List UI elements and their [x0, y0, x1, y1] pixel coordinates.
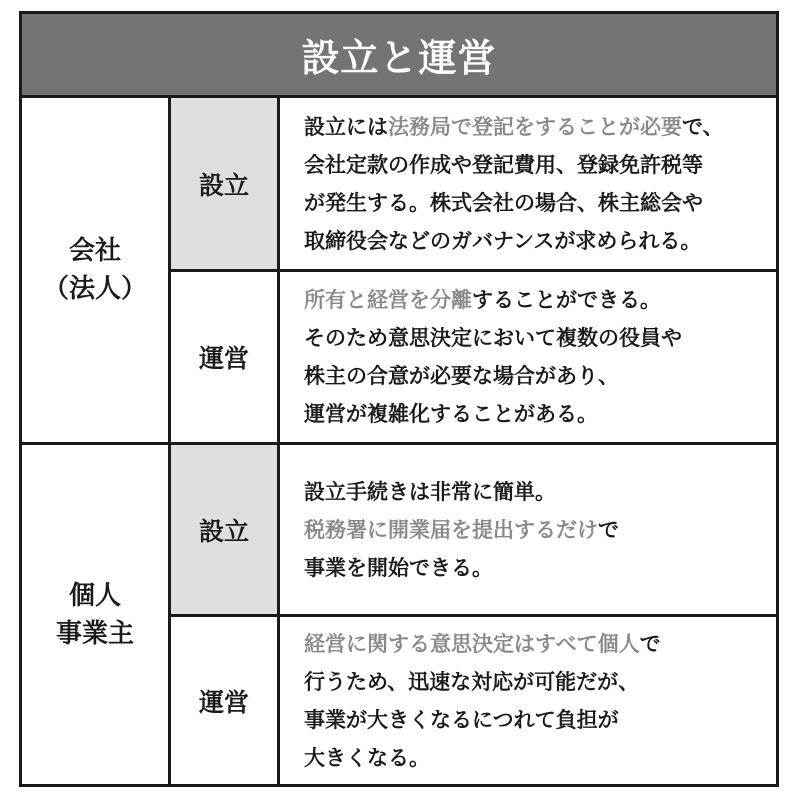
description-text: 大きくなる。 [304, 745, 430, 770]
label-corporation-establishment [171, 98, 277, 269]
description-text: 取締役会などのガバナンスが求められる。 [304, 228, 702, 253]
description-text: 事業を開始できる。 [304, 555, 493, 580]
divider [22, 442, 776, 445]
table-title: 設立と運営 [22, 14, 776, 98]
highlighted-text: 法務局で登記をすることが必要 [388, 114, 682, 139]
description-line [304, 222, 776, 260]
label-sole-operation [171, 617, 277, 784]
description-line [304, 395, 776, 433]
description-line [304, 739, 776, 777]
description-line [304, 549, 776, 587]
description-text: することができる。 [472, 288, 661, 312]
description-text: 事業が大きくなるにつれて負担が [304, 707, 619, 732]
comparison-table [19, 11, 779, 787]
entity-corporation [22, 98, 168, 442]
entity-sole-proprietor [22, 445, 168, 784]
description-text: 行うため、迅速な対応が可能だが、 [304, 669, 640, 694]
entity-sole-proprietor-line-1: 個人 [68, 580, 121, 611]
description-line [304, 319, 776, 357]
description-text: 設立手続きは非常に簡単。 [304, 479, 556, 504]
label-text: 設立 [198, 170, 249, 200]
divider [168, 98, 171, 784]
desc-corporation-establishment [280, 98, 776, 269]
description-line [304, 108, 776, 146]
label-corporation-operation [171, 272, 277, 442]
description-text: 運営が複雑化することがある。 [304, 402, 598, 426]
description-text: が発生する。株式会社の場合、株主総会や [304, 190, 703, 215]
divider [168, 269, 776, 272]
description-text: で [639, 631, 661, 656]
description-text: で、 [682, 114, 724, 139]
desc-sole-establishment [280, 445, 776, 614]
label-sole-establishment [171, 445, 277, 614]
highlighted-text: 税務署に開業届を提出するだけ [304, 517, 598, 542]
highlighted-text: 経営に関する意思決定はすべて個人 [304, 631, 640, 656]
description-text: で [598, 517, 619, 542]
description-line [304, 281, 776, 319]
description-text: 株主の合意が必要な場合があり、 [304, 364, 619, 388]
entity-corporation-line-1: 会社 [68, 236, 121, 266]
desc-corporation-operation [280, 272, 776, 442]
desc-sole-operation [280, 617, 776, 784]
label-text: 運営 [198, 344, 249, 373]
description-text: そのため意思決定において複数の役員や [304, 326, 682, 350]
description-line [304, 663, 776, 701]
label-text: 設立 [198, 516, 249, 546]
description-line [304, 625, 776, 663]
label-text: 運営 [198, 687, 249, 717]
description-line [304, 473, 776, 511]
description-text: 設立には [304, 114, 388, 139]
entity-corporation-line-2: （法人） [42, 274, 147, 304]
highlighted-text: 所有と経営を分離 [304, 288, 472, 312]
description-text: 会社定款の作成や登記費用、登録免許税等 [304, 152, 703, 177]
description-line [304, 511, 776, 549]
description-line [304, 184, 776, 222]
description-line [304, 701, 776, 739]
description-line [304, 146, 776, 184]
divider [277, 98, 280, 784]
divider [168, 614, 776, 617]
description-line [304, 357, 776, 395]
entity-sole-proprietor-line-2: 事業主 [55, 618, 134, 649]
